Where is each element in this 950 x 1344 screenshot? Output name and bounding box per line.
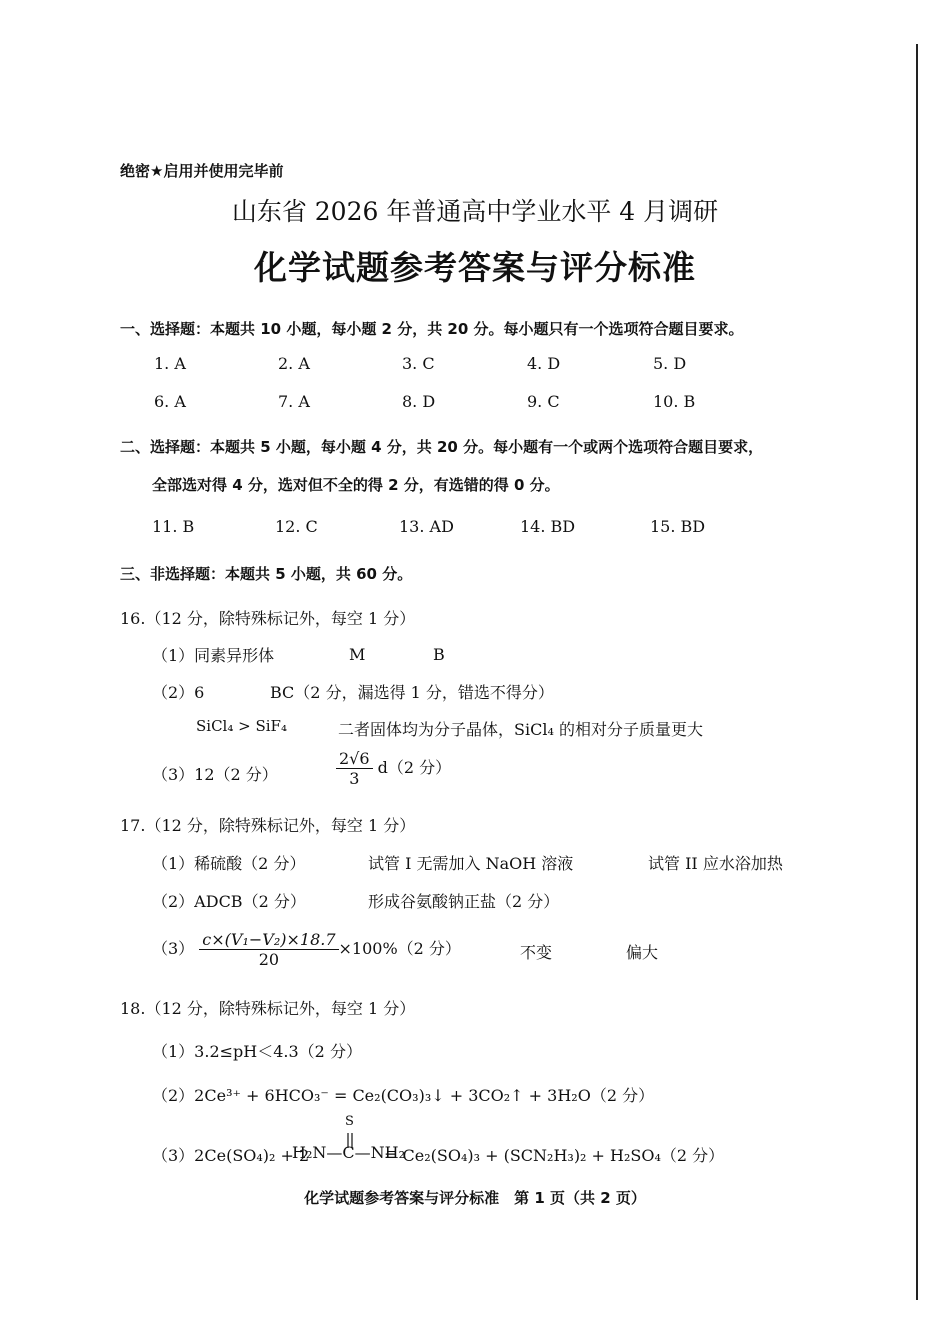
q16-part1-answer-a: M: [349, 645, 366, 664]
section2-heading: 二、选择题：本题共 5 小题，每小题 4 分，共 20 分。每小题有一个或两个选项符合题目要求，: [120, 438, 764, 456]
structure-sulfur-label: S: [345, 1114, 354, 1129]
answer-item: 1. A: [154, 354, 186, 373]
q16-part3-label: （3）12（2 分）: [152, 765, 278, 784]
q18-heading: 18.（12 分，除特殊标记外，每空 1 分）: [120, 999, 416, 1018]
q16-part2-reason: 二者固体均为分子晶体，SiCl₄ 的相对分子质量更大: [338, 720, 703, 739]
structure-chain: H₂N—C—NH₂: [292, 1143, 405, 1162]
q16-part1-answer-b: B: [433, 645, 445, 664]
q17-part3-answer-b: 不变: [520, 943, 553, 962]
q17-heading: 17.（12 分，除特殊标记外，每空 1 分）: [120, 816, 416, 835]
answer-item: 11. B: [152, 517, 195, 536]
answer-item: 7. A: [278, 392, 310, 411]
q17-part3-tail: ×100%（2 分）: [338, 939, 461, 958]
fraction: [199, 930, 338, 969]
secret-label: 绝密★启用并使用完毕前: [120, 162, 284, 180]
answer-item: 10. B: [653, 392, 696, 411]
section1-heading: 一、选择题：本题共 10 小题，每小题 2 分，共 20 分。每小题只有一个选项符合题目要求。: [120, 320, 744, 338]
q17-part1-label: （1）稀硫酸（2 分）: [152, 854, 306, 873]
document-title: 化学试题参考答案与评分标准: [254, 248, 696, 287]
answer-item: 8. D: [402, 392, 436, 411]
fraction-denominator: 3: [349, 769, 360, 788]
fraction-denominator: 20: [258, 950, 280, 969]
q17-part3-formula: [152, 930, 461, 969]
q18-part1: （1）3.2≤pH＜4.3（2 分）: [152, 1042, 362, 1061]
page-edge-line: [916, 44, 918, 1300]
answer-item: 5. D: [653, 354, 687, 373]
fraction-numerator: c×(V₁−V₂)×18.7: [199, 930, 338, 950]
q18-part3-right: = Ce₂(SO₄)₃ + (SCN₂H₃)₂ + H₂SO₄（2 分）: [384, 1146, 725, 1165]
q17-part1-answer-c: 试管 II 应水浴加热: [648, 854, 783, 873]
section2-heading-cont: 全部选对得 4 分，选对但不全的得 2 分，有选错的得 0 分。: [152, 476, 560, 494]
answer-item: 14. BD: [520, 517, 576, 536]
q17-part1-answer-b: 试管 I 无需加入 NaOH 溶液: [368, 854, 574, 873]
fraction: [336, 749, 373, 788]
answer-item: 4. D: [527, 354, 561, 373]
q16-part3-tail: d（2 分）: [377, 758, 452, 777]
q17-part2-answer-b: 形成谷氨酸钠正盐（2 分）: [368, 892, 560, 911]
q17-part2-label: （2）ADCB（2 分）: [152, 892, 306, 911]
q16-part2-note: BC（2 分，漏选得 1 分，错选不得分）: [270, 683, 554, 702]
q16-part1-label: （1）同素异形体: [152, 646, 275, 665]
q17-part3-answer-c: 偏大: [626, 943, 659, 962]
page-footer: 化学试题参考答案与评分标准 第 1 页（共 2 页）: [304, 1189, 646, 1207]
q16-part3-formula: [336, 749, 451, 788]
section3-heading: 三、非选择题：本题共 5 小题，共 60 分。: [120, 565, 413, 583]
answer-item: 3. C: [402, 354, 435, 373]
answer-item: 6. A: [154, 392, 186, 411]
answer-item: 9. C: [527, 392, 560, 411]
q18-part3-left: （3）2Ce(SO₄)₂ + 2: [152, 1146, 310, 1165]
fraction-numerator: 2√6: [336, 749, 373, 769]
answer-item: 2. A: [278, 354, 310, 373]
q17-part3-label: （3）: [152, 939, 195, 958]
exam-subtitle: 山东省 2026 年普通高中学业水平 4 月调研: [231, 197, 719, 226]
answer-item: 13. AD: [399, 517, 454, 536]
q16-part2-compare: SiCl₄ > SiF₄: [196, 717, 287, 735]
answer-item: 15. BD: [650, 517, 706, 536]
q18-part2: （2）2Ce³⁺ + 6HCO₃⁻ = Ce₂(CO₃)₃↓ + 3CO₂↑ + 3H₂O（2 分）: [152, 1086, 655, 1105]
q16-part2-label: （2）6: [152, 683, 205, 702]
q16-heading: 16.（12 分，除特殊标记外，每空 1 分）: [120, 609, 416, 628]
answer-item: 12. C: [275, 517, 318, 536]
